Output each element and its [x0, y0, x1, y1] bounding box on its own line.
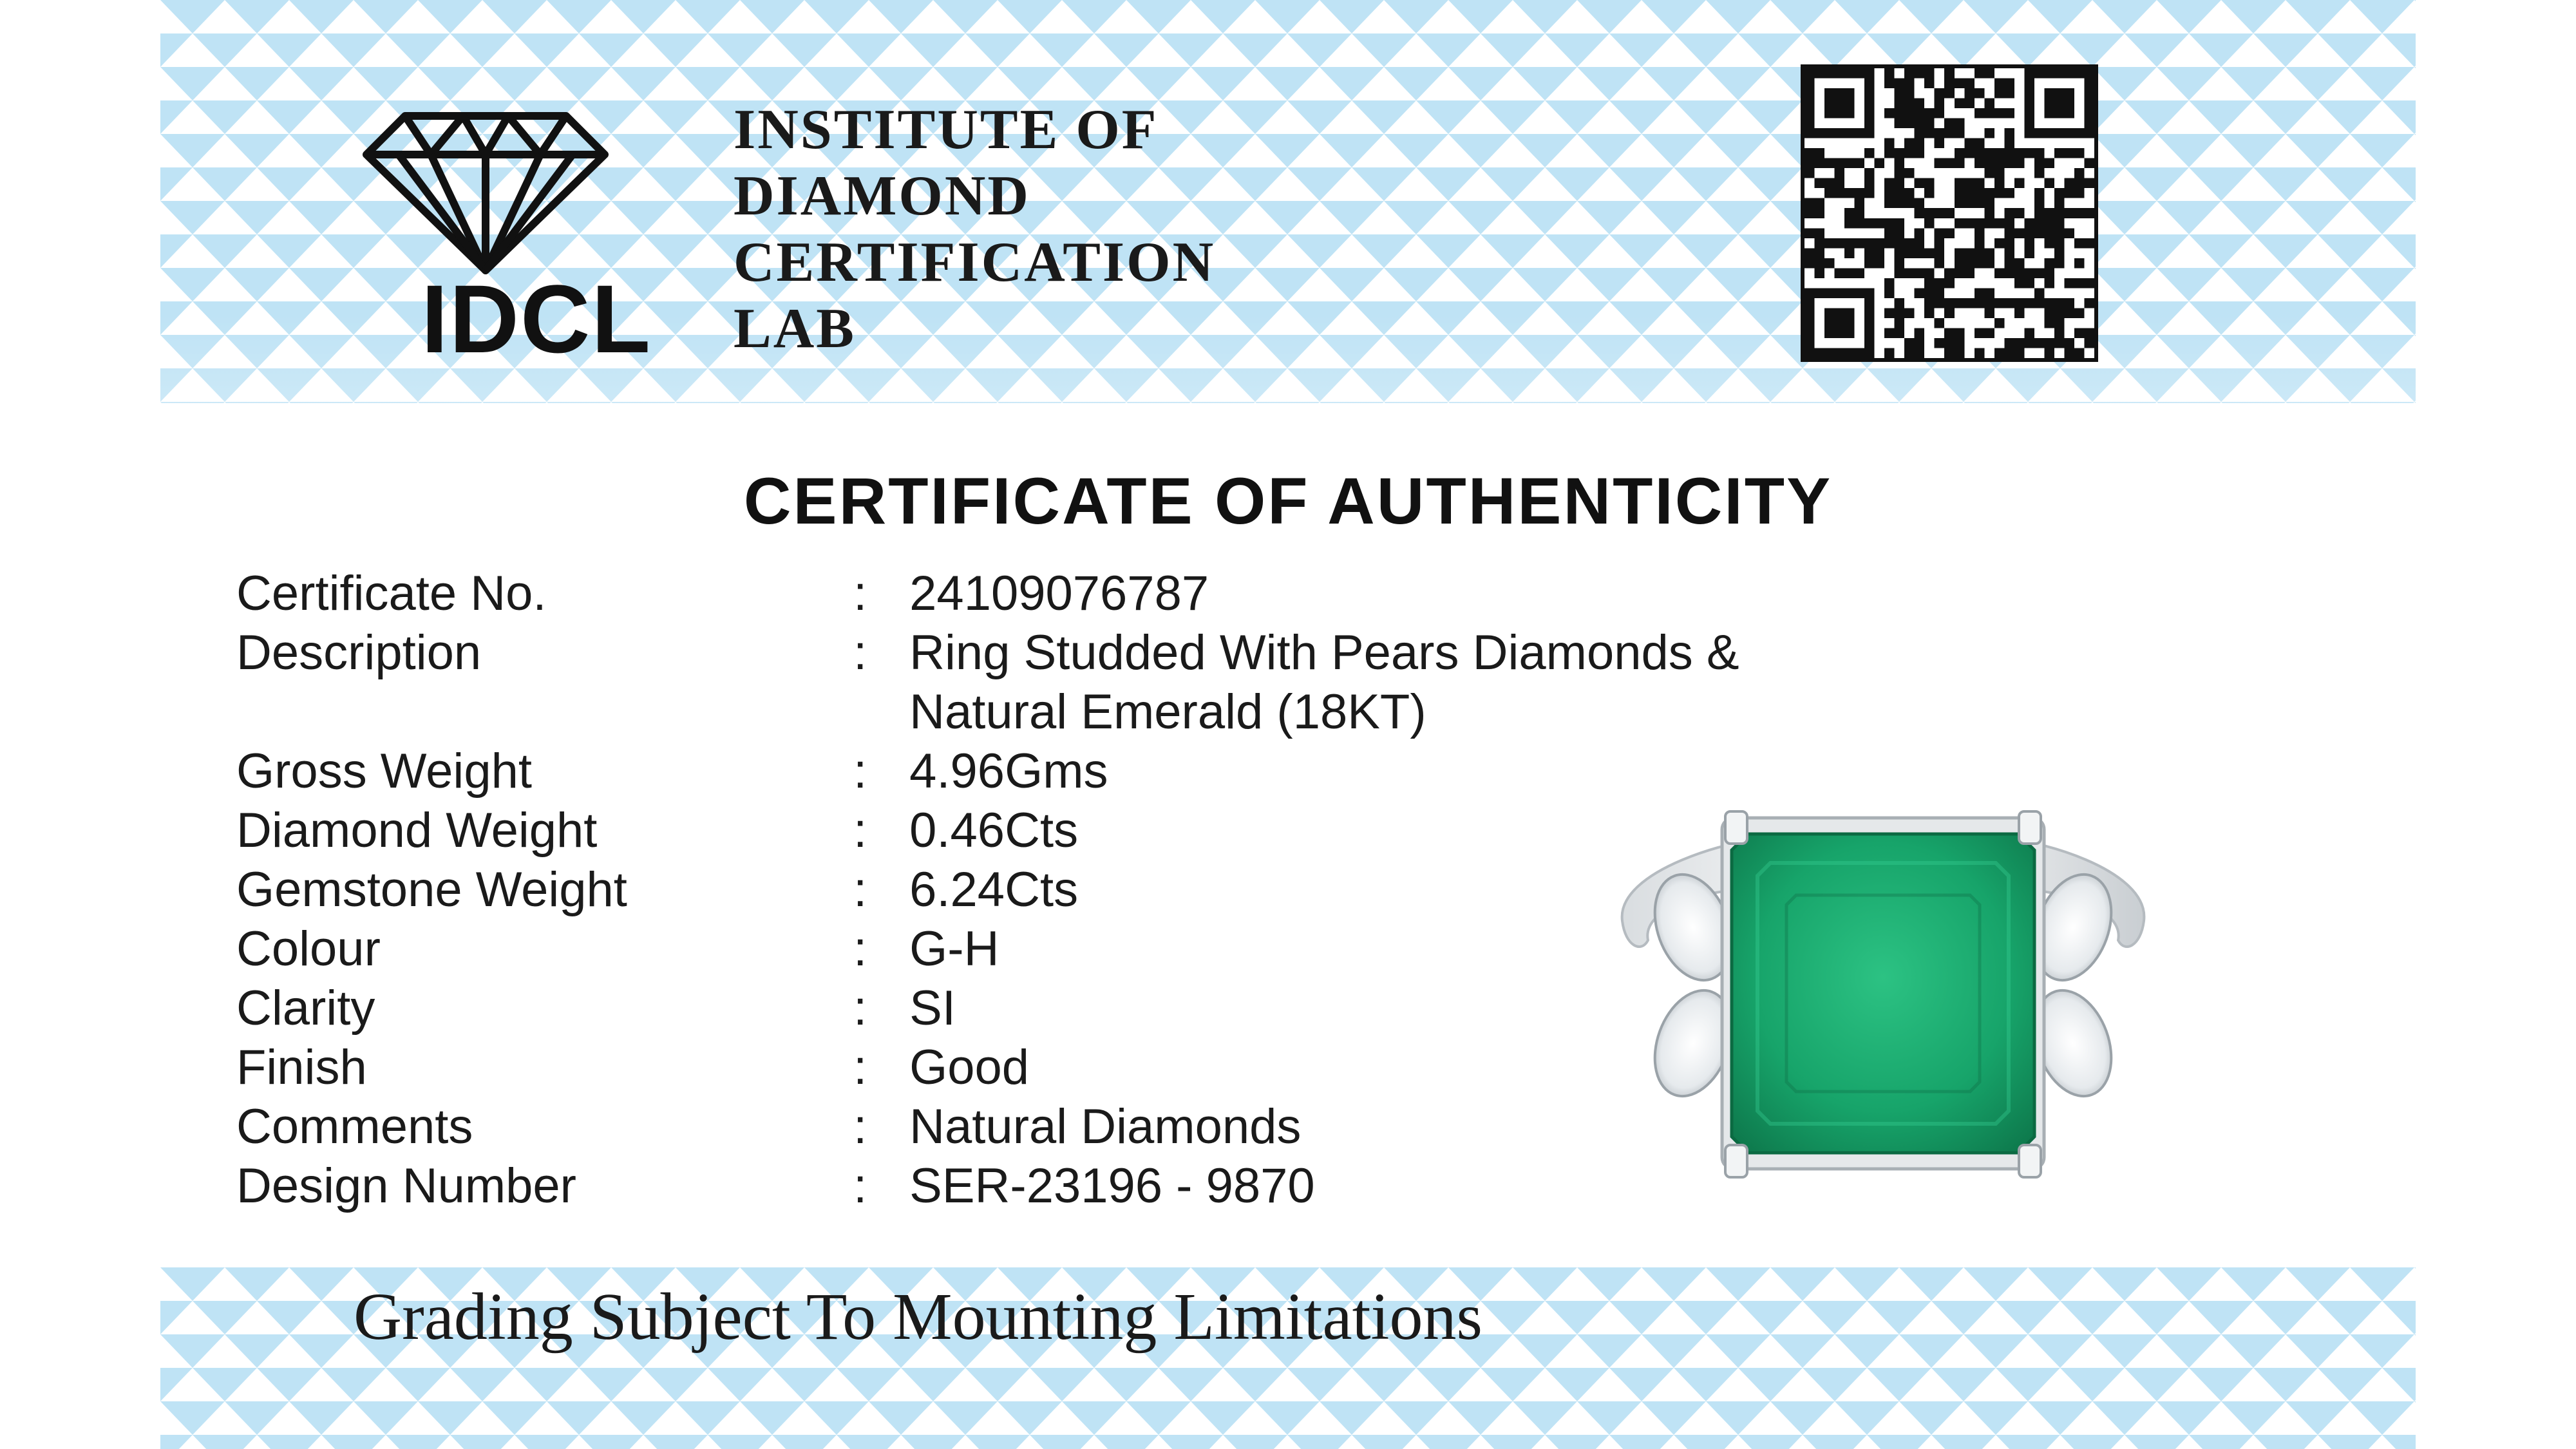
institute-line: LAB — [734, 298, 856, 360]
detail-separator: : — [853, 981, 867, 1036]
detail-label: Colour — [236, 922, 381, 976]
detail-row — [236, 1097, 1782, 1157]
footer-note: Grading Subject To Mounting Limitations — [354, 1280, 1482, 1354]
certificate-card — [160, 0, 2416, 1449]
detail-label: Diamond Weight — [236, 803, 598, 858]
institute-line: INSTITUTE OF — [734, 99, 1159, 161]
emerald-ring-image — [1609, 792, 2157, 1191]
detail-label: Gross Weight — [236, 744, 532, 799]
detail-value: 24109076787 — [909, 566, 1209, 621]
detail-row — [236, 564, 1782, 623]
detail-separator: : — [853, 862, 867, 917]
detail-label: Certificate No. — [236, 566, 547, 621]
diamond-logo-icon — [360, 109, 611, 277]
detail-separator: : — [853, 803, 867, 858]
institute-name — [734, 97, 1215, 362]
institute-line: DIAMOND — [734, 165, 1030, 227]
detail-separator: : — [853, 1159, 867, 1213]
detail-separator: : — [853, 1099, 867, 1154]
detail-row — [236, 801, 1782, 860]
detail-separator: : — [853, 566, 867, 621]
detail-label: Clarity — [236, 981, 375, 1036]
certificate-title: CERTIFICATE OF AUTHENTICITY — [743, 464, 1833, 538]
detail-value: 0.46Cts — [909, 803, 1079, 858]
detail-label: Comments — [236, 1099, 473, 1154]
detail-value: Good — [909, 1040, 1030, 1095]
detail-row — [236, 1038, 1782, 1097]
qr-code — [1801, 64, 2098, 362]
detail-separator: : — [853, 1040, 867, 1095]
detail-value: 6.24Cts — [909, 862, 1079, 917]
detail-separator: : — [853, 744, 867, 799]
detail-value: Ring Studded With Pears Diamonds & Natural Emerald (18KT) — [909, 625, 1739, 739]
detail-label: Description — [236, 625, 482, 680]
detail-row — [236, 742, 1782, 801]
detail-separator: : — [853, 922, 867, 976]
detail-separator: : — [853, 625, 867, 680]
institute-line: CERTIFICATION — [734, 231, 1216, 294]
detail-value: SER-23196 - 9870 — [909, 1159, 1315, 1213]
detail-value: G-H — [909, 922, 999, 976]
detail-row — [236, 623, 1782, 742]
detail-row — [236, 920, 1782, 979]
detail-value: 4.96Gms — [909, 744, 1108, 799]
detail-label: Gemstone Weight — [236, 862, 627, 917]
detail-label: Finish — [236, 1040, 367, 1095]
detail-row — [236, 860, 1782, 920]
logo-text: IDCL — [421, 265, 652, 373]
detail-value: Natural Diamonds — [909, 1099, 1302, 1154]
detail-row — [236, 979, 1782, 1038]
detail-label: Design Number — [236, 1159, 576, 1213]
detail-value: SI — [909, 981, 956, 1036]
detail-row — [236, 1157, 1782, 1216]
details-table — [236, 564, 1782, 1216]
